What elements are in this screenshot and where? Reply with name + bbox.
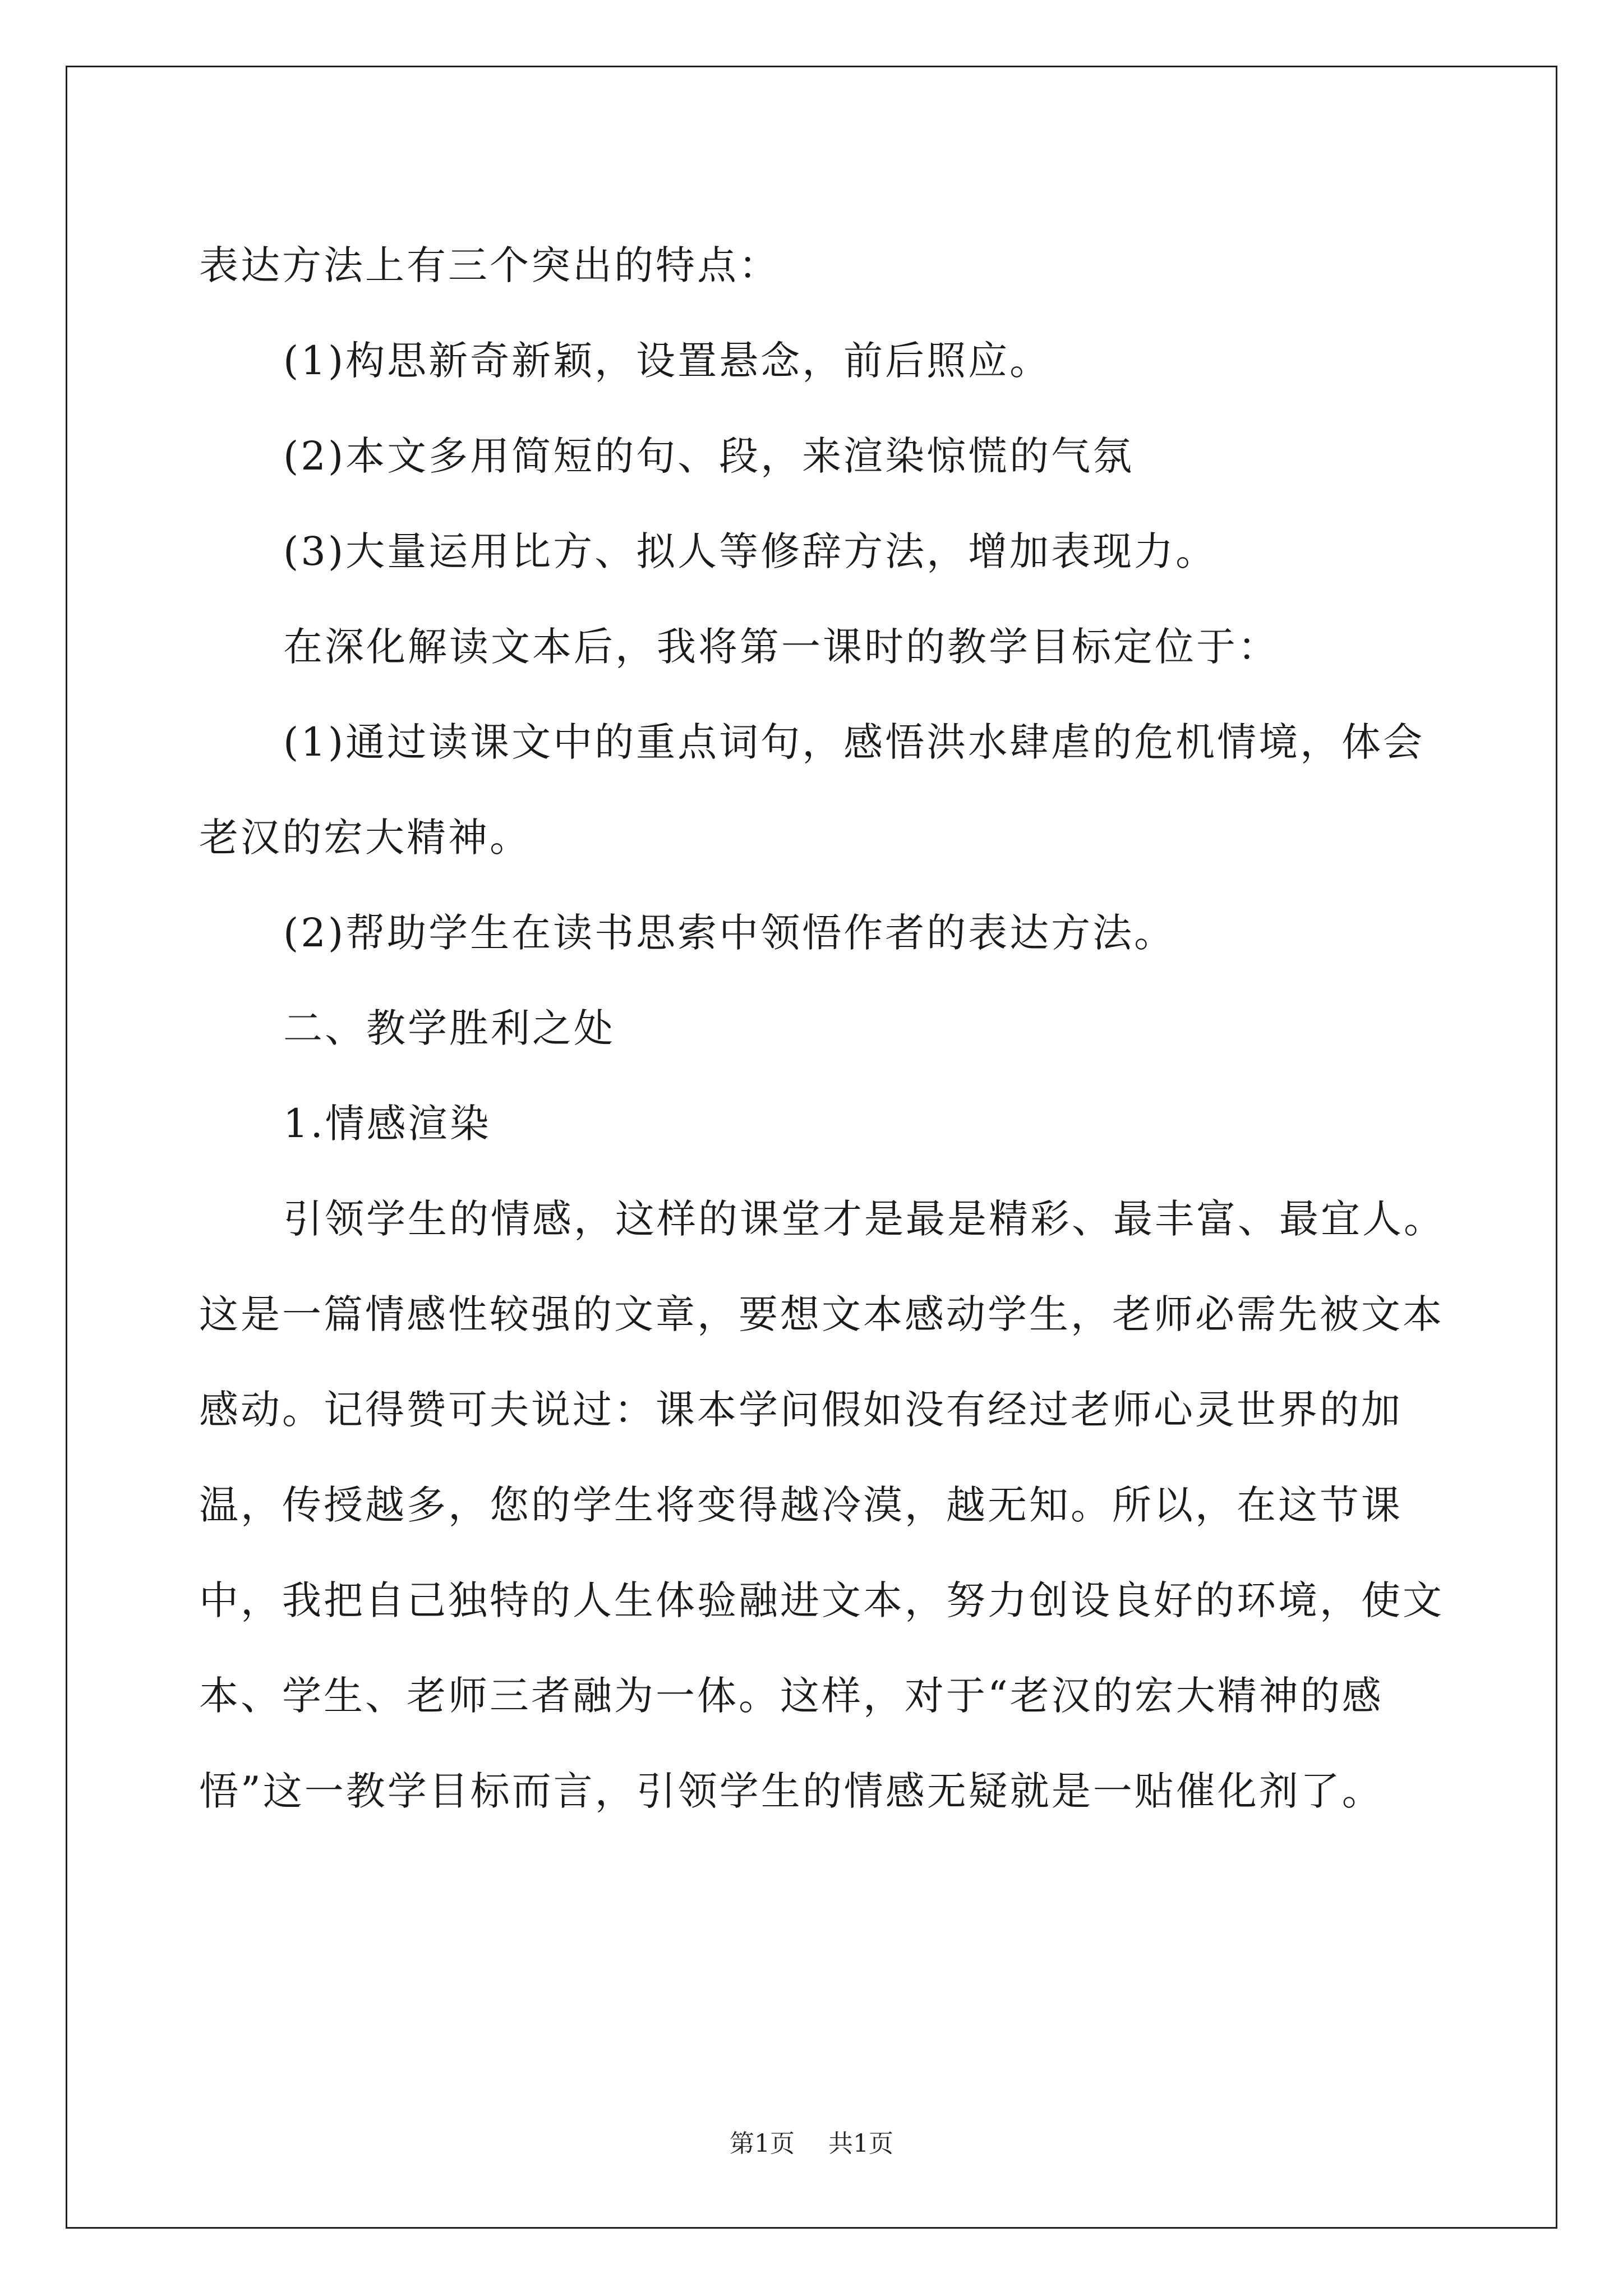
document-body [199, 218, 1461, 1839]
paragraph-10: 引领学生的情感，这样的课堂才是最是精彩、最丰富、最宜人。这是一篇情感性较强的文章，要想文本感动学生，老师必需先被文本感动。记得赞可夫说过：课本学问假如没有经过老师心灵世界的加温，传授越多，您的学生将变得越冷漠，越无知。所以，在这节课中，我把自己独特的人生体验融进文本，努力创设良好的环境，使文本、学生、老师三者融为一体。这样，对于“老汉的宏大精神的感悟”这一教学目标而言，引领学生的情感无疑就是一贴催化剂了。 [199, 1196, 1445, 1814]
paragraph-7: (2)帮助学生在读书思索中领悟作者的表达方法。 [283, 910, 1176, 956]
section-heading: 二、教学胜利之处 [283, 1005, 615, 1051]
paragraph-1: 表达方法上有三个突出的特点： [199, 242, 780, 288]
page-total: 共1页 [828, 2129, 893, 2158]
page-number: 第1页 [730, 2129, 795, 2158]
subsection-heading: 1.情感渲染 [283, 1101, 491, 1147]
paragraph-4: (3)大量运用比方、拟人等修辞方法，增加表现力。 [283, 528, 1218, 574]
page-footer [0, 2127, 1623, 2161]
paragraph-6: (1)通过读课文中的重点词句，感悟洪水肆虐的危机情境，体会老汉的宏大精神。 [199, 719, 1425, 861]
paragraph-5: 在深化解读文本后，我将第一课时的教学目标定位于： [283, 624, 1279, 670]
paragraph-3: (2)本文多用简短的句、段，来渲染惊慌的气氛 [283, 433, 1135, 479]
paragraph-2: (1)构思新奇新颖，设置悬念，前后照应。 [283, 338, 1052, 384]
